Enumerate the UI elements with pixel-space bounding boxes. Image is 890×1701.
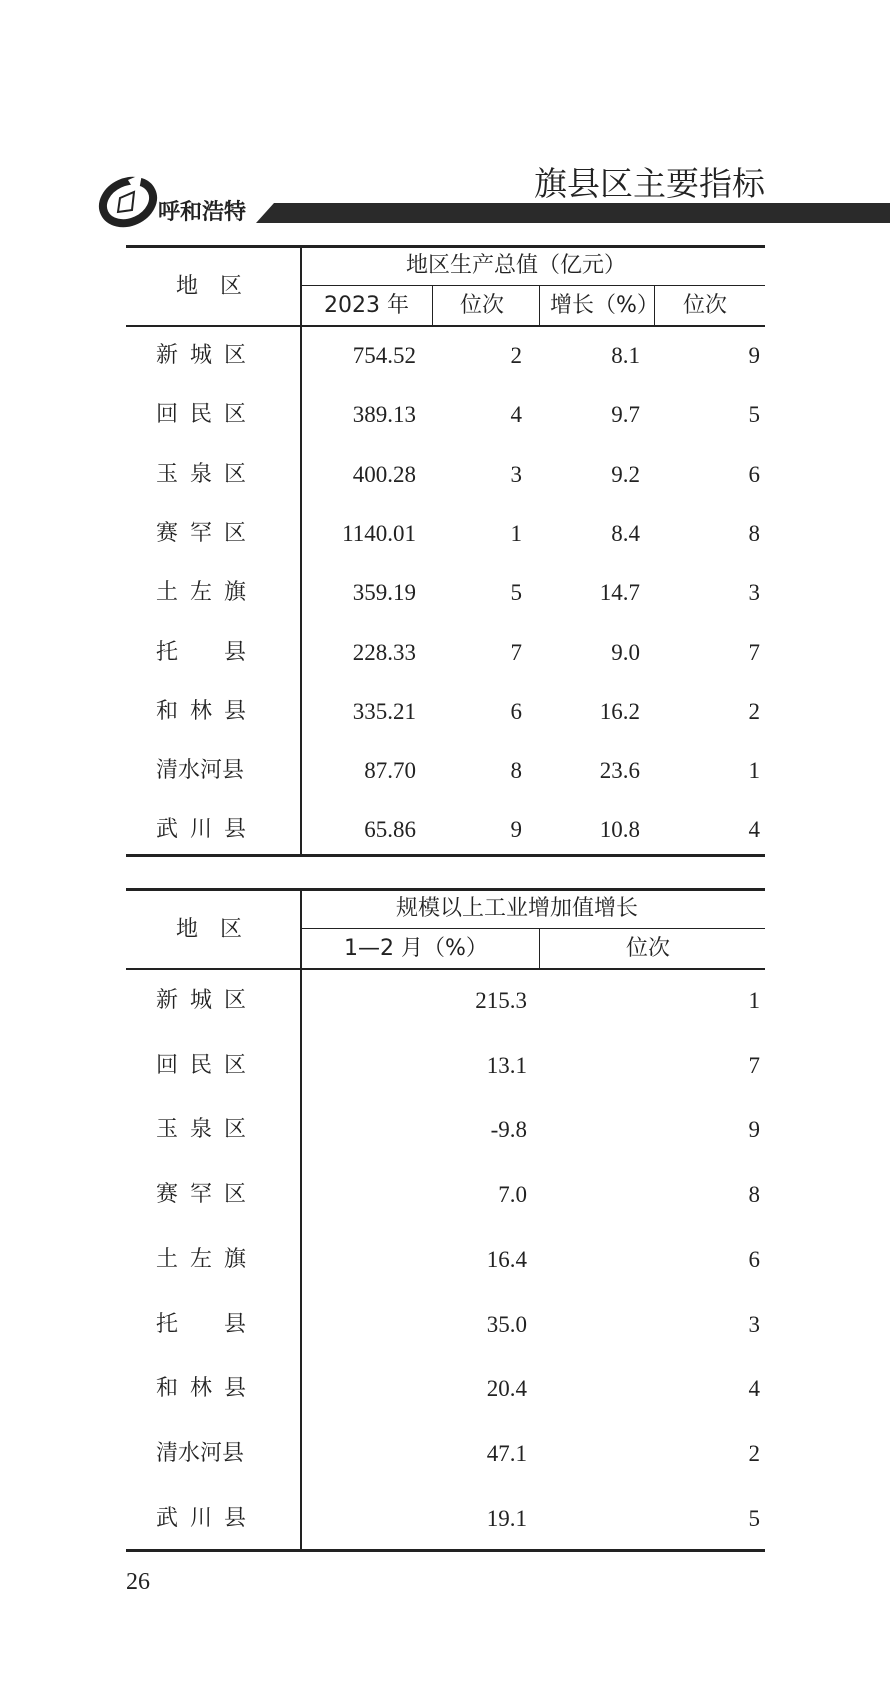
growth-rank: 1 — [748, 758, 760, 784]
region-name: 清水河县 — [156, 1440, 245, 1466]
growth-value: 14.7 — [599, 580, 640, 606]
growth-value: 9.7 — [611, 402, 640, 428]
gdp-rank: 7 — [510, 639, 522, 665]
gdp-value: 1140.01 — [342, 520, 416, 546]
region-name: 赛罕区 — [156, 520, 259, 546]
gdp-value: 400.28 — [352, 461, 416, 487]
industry-growth: -9.8 — [490, 1117, 527, 1143]
growth-value: 16.2 — [599, 698, 640, 724]
region-name: 新城区 — [156, 988, 259, 1013]
industry-growth: 47.1 — [486, 1440, 527, 1466]
industry-growth: 16.4 — [486, 1246, 527, 1272]
gdp-rank: 3 — [510, 461, 522, 487]
growth-rank: 9 — [748, 343, 760, 368]
gdp-rank: 4 — [510, 402, 522, 428]
region-header: 地 区 — [176, 917, 243, 942]
growth-value: 10.8 — [599, 817, 640, 843]
growth-value: 8.4 — [611, 520, 640, 546]
industry-rank: 3 — [748, 1311, 760, 1337]
growth-value: 9.0 — [611, 639, 640, 665]
col-rank-header: 位次 — [460, 293, 505, 318]
gdp-value: 335.21 — [352, 698, 416, 724]
col-period-header: 1—2 月（%） — [344, 936, 488, 961]
gdp-table — [126, 245, 765, 857]
industry-rank: 6 — [748, 1246, 760, 1272]
col-rank-header: 位次 — [626, 936, 671, 961]
gdp-group-header: 地区生产总值（亿元） — [406, 253, 627, 278]
gdp-rank: 9 — [510, 817, 522, 843]
gdp-rank: 1 — [510, 520, 522, 546]
logo-text: 呼和浩特 — [158, 199, 247, 225]
region-name: 回民区 — [156, 402, 259, 428]
region-name: 托 县 — [156, 1311, 259, 1337]
industry-rank: 2 — [748, 1440, 760, 1466]
industry-growth: 215.3 — [475, 988, 527, 1013]
industry-growth: 19.1 — [486, 1505, 527, 1531]
gdp-value: 65.86 — [364, 817, 416, 843]
growth-rank: 7 — [748, 639, 760, 665]
growth-rank: 5 — [748, 402, 760, 428]
industry-rank: 9 — [748, 1117, 760, 1143]
region-name: 赛罕区 — [156, 1182, 259, 1208]
gdp-rank: 8 — [510, 758, 522, 784]
gdp-rank: 6 — [510, 698, 522, 724]
industry-table — [126, 888, 765, 1552]
region-name: 清水河县 — [156, 758, 245, 784]
region-name: 和林县 — [156, 1376, 259, 1402]
col-growth-header: 增长（%） — [550, 293, 659, 318]
growth-value: 8.1 — [611, 343, 640, 368]
industry-rank: 8 — [748, 1182, 760, 1208]
region-name: 土左旗 — [156, 580, 259, 606]
region-name: 武川县 — [156, 1505, 259, 1531]
industry-rank: 4 — [748, 1376, 760, 1402]
gdp-value: 754.52 — [352, 343, 416, 368]
hohhot-logo-icon — [98, 172, 158, 230]
region-name: 回民区 — [156, 1052, 259, 1078]
industry-rank: 1 — [748, 988, 760, 1013]
industry-group-header: 规模以上工业增加值增长 — [396, 896, 639, 921]
region-name: 土左旗 — [156, 1246, 259, 1272]
gdp-rank: 5 — [510, 580, 522, 606]
page-header — [0, 0, 890, 240]
region-name: 新城区 — [156, 343, 259, 368]
page-title: 旗县区主要指标 — [534, 164, 765, 203]
industry-growth: 7.0 — [498, 1182, 527, 1208]
page-number: 26 — [126, 1569, 150, 1595]
region-name: 托 县 — [156, 639, 259, 665]
gdp-rank: 2 — [510, 343, 522, 368]
growth-rank: 3 — [748, 580, 760, 606]
industry-growth: 20.4 — [486, 1376, 527, 1402]
col-growth-rank-header: 位次 — [683, 293, 728, 318]
col-year-header: 2023 年 — [324, 293, 409, 318]
industry-growth: 35.0 — [486, 1311, 527, 1337]
industry-rank: 5 — [748, 1505, 760, 1531]
region-name: 武川县 — [156, 817, 259, 843]
region-name: 玉泉区 — [156, 1117, 259, 1143]
gdp-value: 228.33 — [352, 639, 416, 665]
growth-rank: 6 — [748, 461, 760, 487]
industry-growth: 13.1 — [486, 1052, 527, 1078]
growth-value: 9.2 — [611, 461, 640, 487]
region-name: 玉泉区 — [156, 461, 259, 487]
growth-rank: 4 — [748, 817, 760, 843]
industry-rank: 7 — [748, 1052, 760, 1078]
gdp-value: 389.13 — [352, 402, 416, 428]
growth-rank: 2 — [748, 698, 760, 724]
region-name: 和林县 — [156, 698, 259, 724]
region-header: 地 区 — [176, 274, 243, 299]
gdp-value: 359.19 — [352, 580, 416, 606]
growth-rank: 8 — [748, 520, 760, 546]
growth-value: 23.6 — [599, 758, 640, 784]
gdp-value: 87.70 — [364, 758, 416, 784]
title-bar — [256, 203, 890, 223]
